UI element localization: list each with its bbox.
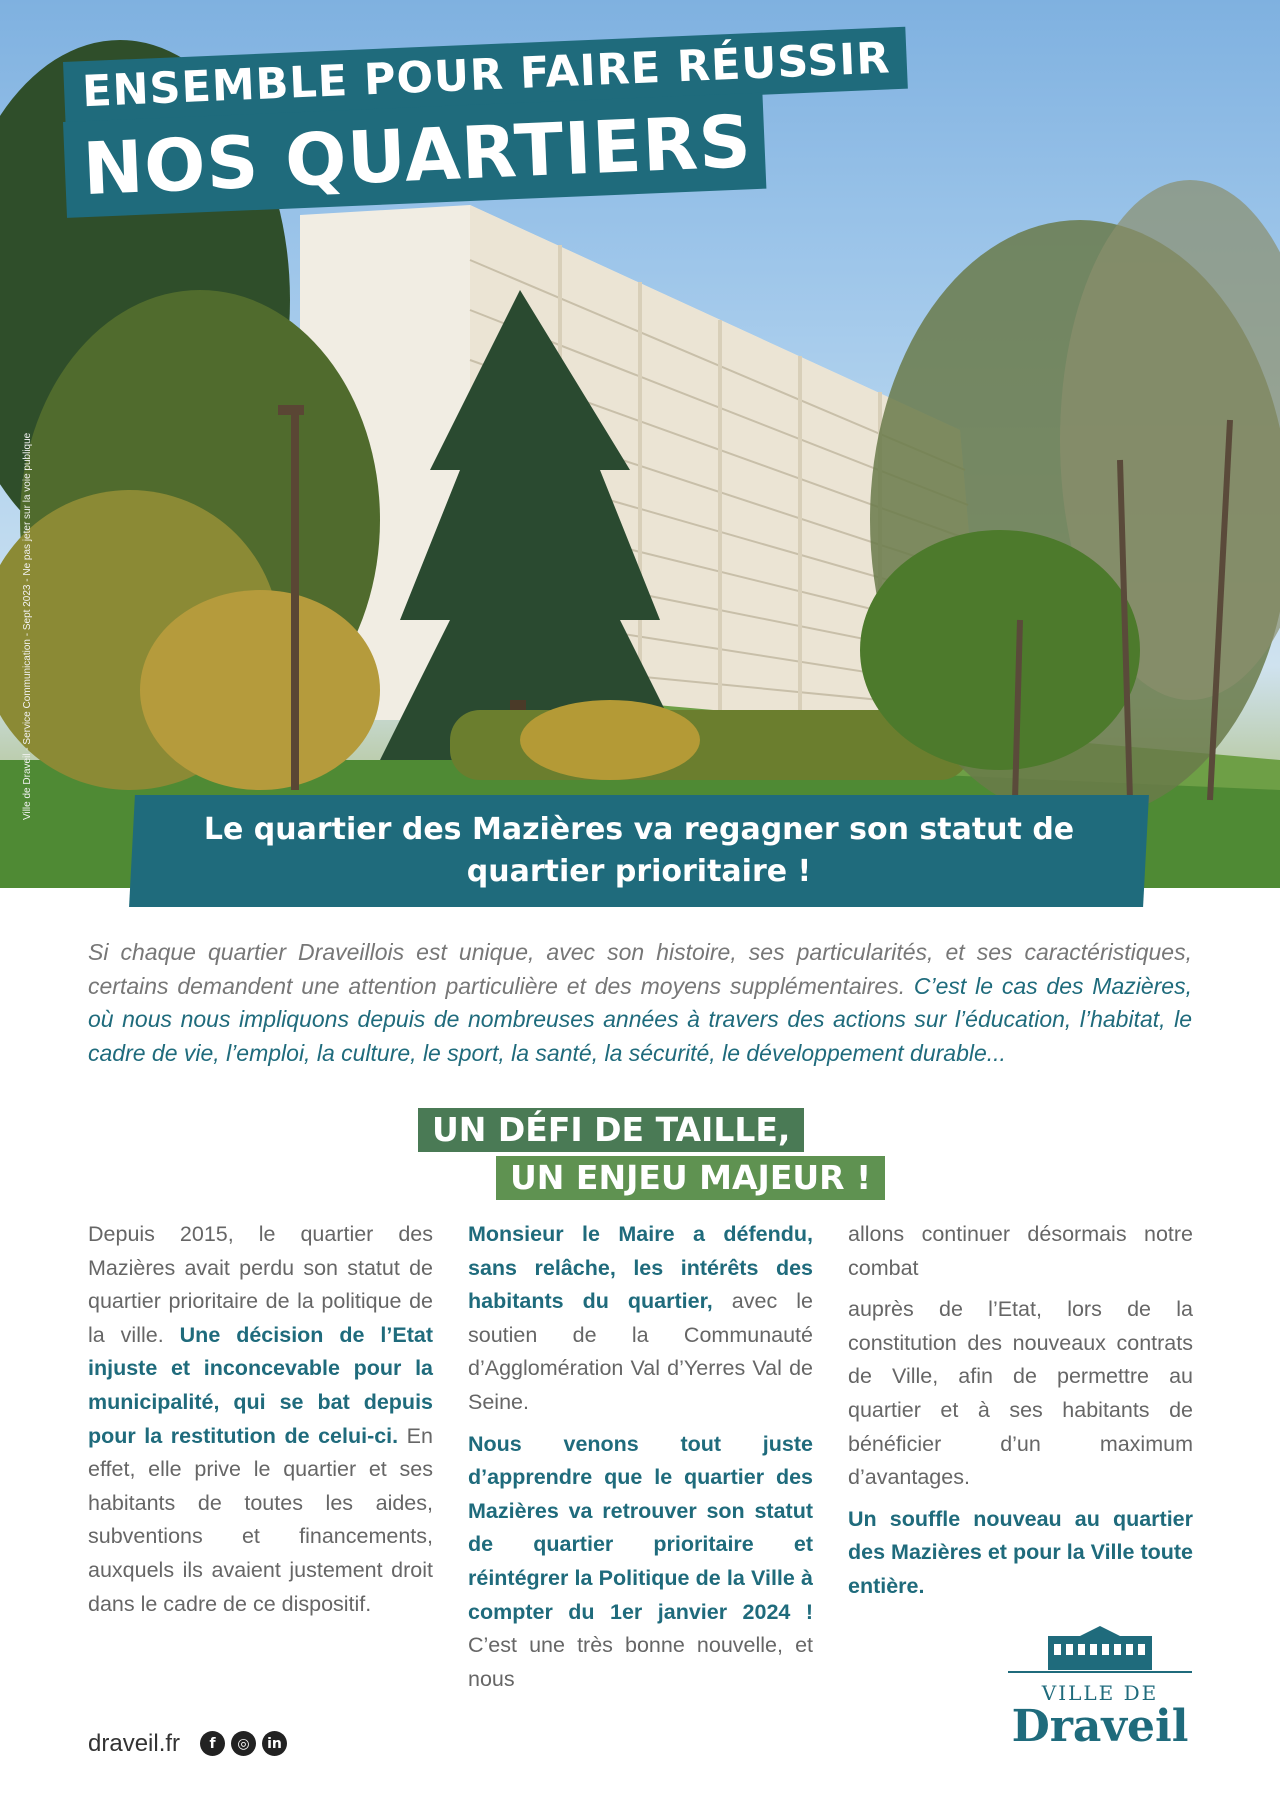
facebook-icon[interactable]: f <box>200 1731 225 1756</box>
col1-paragraph <box>88 1218 433 1621</box>
title-line-2: NOS QUARTIERS <box>63 93 766 218</box>
col1-rest: En effet, elle prive le quartier et ses habitants de toutes les aides, subventions et financements, auxquels ils avaient justement droit dans le cadre de ce dispositif. <box>88 1423 433 1616</box>
column-1 <box>88 1218 433 1629</box>
intro-accent: C’est le cas des Mazières, où nous nous impliquons depuis de nombreuses années à travers des actions sur l’éducation, l’habitat, le cadre de vie, l’emploi, la culture, le sport, la santé, la sécurité, le développement durable... <box>88 972 1192 1066</box>
column-2 <box>468 1218 813 1704</box>
col2-rest-2: C’est une très bonne nouvelle, et nous <box>468 1633 813 1691</box>
col2-rest-1: avec le soutien de la Communauté d’Agglomération Val d’Yerres Val de Seine. <box>468 1289 813 1414</box>
col2-paragraph-2 <box>468 1428 813 1697</box>
hero-photo <box>0 0 1280 888</box>
col1-bold: Une décision de l’Etat injuste et inconcevable pour la municipalité, qui se bat depuis pour la restitution de celui-ci. <box>88 1322 433 1448</box>
ville-de-draveil-logo <box>1008 1622 1192 1760</box>
photo-credit: Ville de Draveil - Service Communication - Sept 2023 - Ne pas jeter sur la voie publique <box>22 432 33 820</box>
website-link[interactable]: draveil.fr <box>88 1730 181 1757</box>
col3-paragraph-2: auprès de l’Etat, lors de la constitution des nouveaux contrats de Ville, afin de permettre au quartier et à ses habitants de bénéficier d’un maximum d’avantages. <box>848 1297 1193 1490</box>
subtitle-banner <box>129 795 1149 907</box>
subtitle-text: Le quartier des Mazières va regagner son statut de quartier prioritaire ! <box>203 812 1075 889</box>
section-heading-2: UN ENJEU MAJEUR ! <box>496 1156 885 1200</box>
col2-bold-2: Nous venons tout juste d’apprendre que le quartier des Mazières va retrouver son statut de quartier prioritaire et réintégrer la Politique de la Ville à compter du 1er janvier 2024 ! <box>468 1431 813 1624</box>
col3-paragraph-3: Un souffle nouveau au quartier des Mazières et pour la Ville toute entière. <box>848 1506 1193 1598</box>
col1-plain: Depuis 2015, le quartier des Mazières avait perdu son statut de quartier prioritaire de la politique de la ville. <box>88 1222 433 1347</box>
col2-bold-1: Monsieur le Maire a défendu, sans relâche, les intérêts des habitants du quartier, <box>468 1222 813 1314</box>
section-heading-1: UN DÉFI DE TAILLE, <box>418 1108 804 1152</box>
column-3 <box>848 1218 1193 1612</box>
col3-paragraph-1: allons continuer désormais notre combat <box>848 1222 1193 1280</box>
logo-small-text: VILLE DE <box>1041 1681 1159 1705</box>
instagram-icon[interactable]: ◎ <box>231 1731 256 1756</box>
intro-paragraph <box>88 936 1192 1070</box>
logo-big-text: Draveil <box>1011 1701 1189 1752</box>
social-links <box>200 1731 287 1756</box>
town-hall-icon <box>1008 1622 1192 1674</box>
linkedin-icon[interactable]: in <box>262 1731 287 1756</box>
col2-paragraph-1 <box>468 1218 813 1420</box>
intro-plain: Si chaque quartier Draveillois est unique, avec son histoire, ses particularités, et ses caractéristiques, certains demandent une attention particulière et des moyens supplémentaires. <box>88 939 1192 999</box>
title-line-1: ENSEMBLE POUR FAIRE RÉUSSIR <box>63 27 908 124</box>
